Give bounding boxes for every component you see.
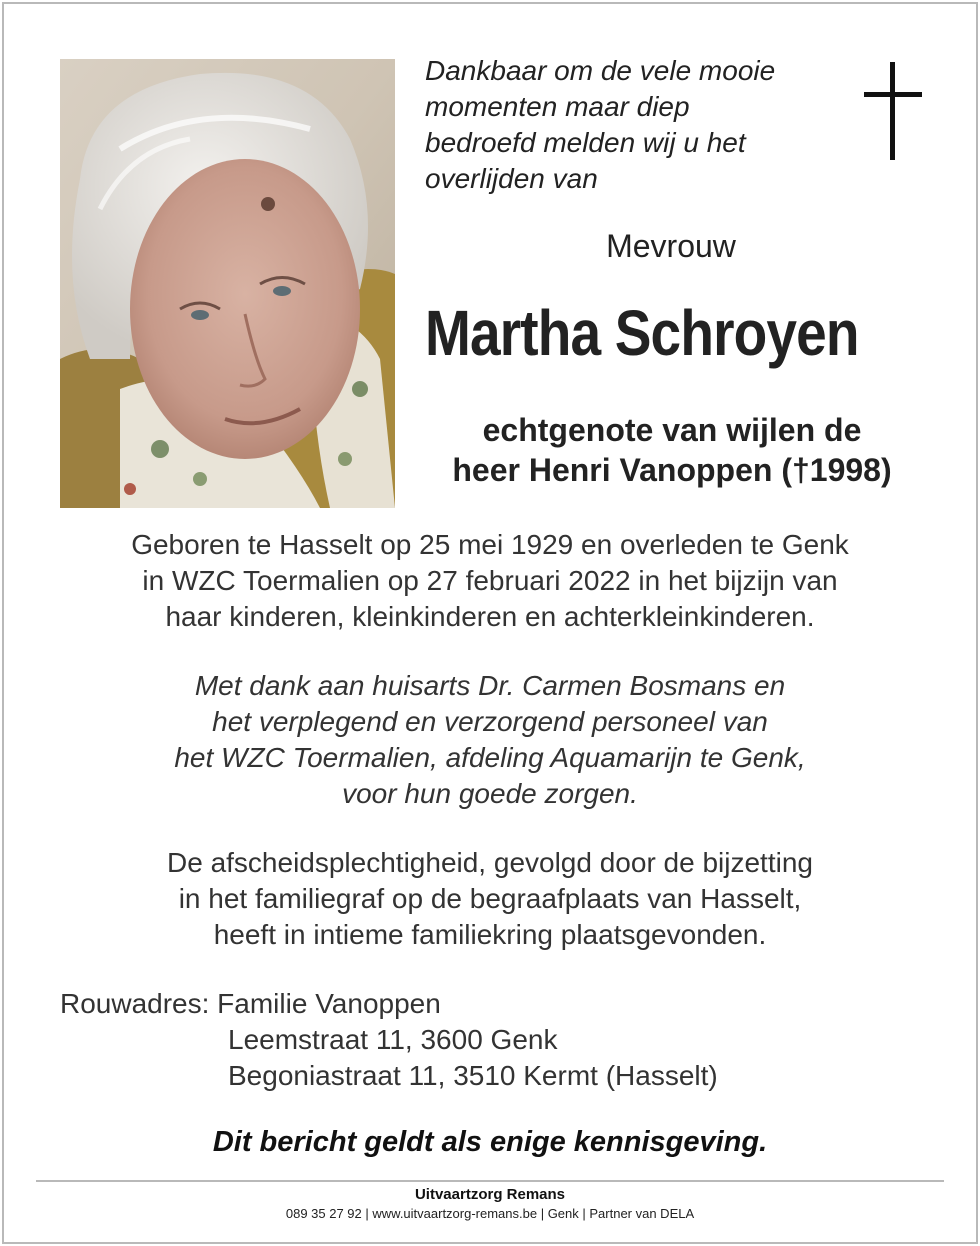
spouse-line: echtgenote van wijlen de — [482, 412, 862, 448]
spouse-text — [422, 410, 922, 490]
birth-paragraph — [40, 527, 940, 635]
address-line: Leemstraat 11, 3600 Genk — [228, 1024, 558, 1055]
birth-line: haar kinderen, kleinkinderen en achterkleinkinderen. — [165, 601, 815, 632]
cross-icon — [864, 62, 922, 160]
funeral-paragraph — [40, 845, 940, 953]
intro-line: Dankbaar om de vele mooie — [425, 55, 776, 86]
address-line: Begoniastraat 11, 3510 Kermt (Hasselt) — [228, 1060, 718, 1091]
deceased-name: Martha Schroyen — [425, 297, 859, 369]
thanks-line: voor hun goede zorgen. — [342, 778, 638, 809]
birth-line: Geboren te Hasselt op 25 mei 1929 en overleden te Genk — [131, 529, 849, 560]
footer-divider — [36, 1180, 944, 1182]
intro-text — [425, 53, 845, 197]
thanks-paragraph — [40, 668, 940, 812]
birth-line: in WZC Toermalien op 27 februari 2022 in het bijzijn van — [142, 565, 838, 596]
funeral-home-contact: 089 35 27 92 | www.uitvaartzorg-remans.be | Genk | Partner van DELA — [285, 1206, 695, 1221]
funeral-line: heeft in intieme familiekring plaatsgevonden. — [213, 919, 767, 950]
mourning-address — [60, 986, 718, 1094]
portrait-photo — [60, 59, 395, 508]
thanks-line: Met dank aan huisarts Dr. Carmen Bosmans en — [194, 670, 786, 701]
funeral-line: in het familiegraf op de begraafplaats van Hasselt, — [178, 883, 802, 914]
intro-line: momenten maar diep — [425, 91, 690, 122]
intro-line: bedroefd melden wij u het — [425, 127, 746, 158]
funeral-line: De afscheidsplechtigheid, gevolgd door de bijzetting — [167, 847, 813, 878]
honorific: Mevrouw — [606, 228, 736, 264]
address-label: Rouwadres: Familie Vanoppen — [60, 988, 441, 1019]
thanks-line: het WZC Toermalien, afdeling Aquamarijn te Genk, — [174, 742, 806, 773]
thanks-line: het verplegend en verzorgend personeel van — [212, 706, 768, 737]
notice-text: Dit bericht geldt als enige kennisgeving. — [212, 1126, 768, 1158]
intro-line: overlijden van — [425, 163, 598, 194]
spouse-line: heer Henri Vanoppen (†1998) — [452, 452, 892, 488]
funeral-home-name: Uitvaartzorg Remans — [414, 1186, 566, 1203]
